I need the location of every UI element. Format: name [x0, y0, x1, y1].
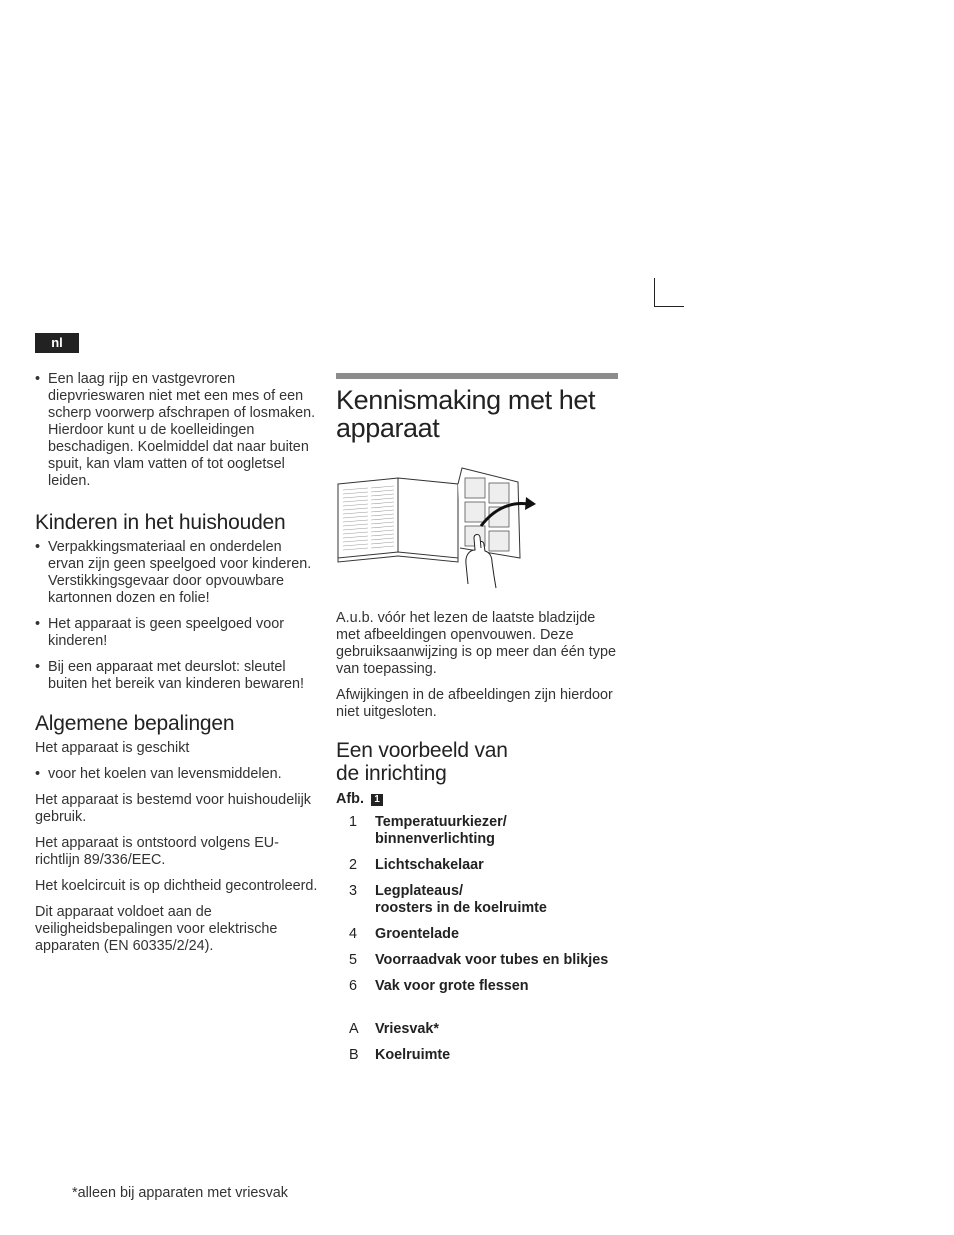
paragraph: Het koelcircuit is op dichtheid gecontroleerd. — [35, 878, 318, 894]
foldout-illustration — [336, 456, 546, 591]
list-item — [35, 616, 320, 650]
part-label: Legplateaus/ roosters in de koelruimte — [375, 883, 547, 916]
heading-voorbeeld: Een voorbeeld van de inrichting — [336, 739, 508, 785]
middle-column — [336, 373, 618, 1073]
paragraph: Het apparaat is bestemd voor huishoudelijk gebruik. — [35, 792, 311, 825]
footnote: *alleen bij apparaten met vriesvak — [72, 1185, 288, 1201]
zone-label: Vriesvak* — [375, 1021, 440, 1037]
figure-label: Afb. — [336, 791, 364, 807]
spacer — [336, 1004, 618, 1021]
part-item — [336, 857, 618, 874]
paragraph: Het apparaat is geschikt — [35, 740, 190, 756]
zones-list — [336, 1021, 618, 1064]
part-label: Groentelade — [375, 926, 459, 942]
language-tag: nl — [35, 333, 79, 353]
zone-key: B — [349, 1047, 359, 1063]
bullet: • — [35, 371, 41, 387]
list-item-text: Het apparaat is geen speelgoed voor kinderen! — [48, 616, 285, 649]
list-item-text: Een laag rijp en vastgevroren diepvrieswaren niet met een mes of een scherp voorwerp afschrapen of losmaken. Hierdoor kunt u de koelleidingen beschadigen. Koelmiddel dat naar buiten spuit, kan vlam vatten of tot oogletsel leiden. — [48, 371, 316, 489]
bullet: • — [35, 659, 41, 675]
part-key: 3 — [349, 883, 358, 899]
list-item-text: Bij een apparaat met deurslot: sleutel buiten het bereik van kinderen bewaren! — [48, 659, 305, 692]
zone-item — [336, 1047, 618, 1064]
part-label: Lichtschakelaar — [375, 857, 484, 873]
left-column — [35, 371, 320, 964]
bullet: • — [35, 539, 41, 555]
list-item-text: voor het koelen van levensmiddelen. — [48, 766, 282, 782]
part-label: Temperatuurkiezer/ binnenverlichting — [375, 814, 507, 847]
zone-key: A — [349, 1021, 359, 1037]
section-title: Kennismaking met het apparaat — [336, 385, 596, 443]
crop-mark — [654, 278, 684, 307]
part-label: Vak voor grote flessen — [375, 978, 529, 994]
kinderen-bullet-list — [35, 539, 320, 693]
paragraph: Afwijkingen in de afbeeldingen zijn hierdoor niet uitgesloten. — [336, 687, 613, 720]
part-item — [336, 814, 618, 848]
bullet: • — [35, 766, 41, 782]
part-item — [336, 883, 618, 917]
part-item — [336, 952, 618, 969]
paragraph: Het apparaat is ontstoord volgens EU-richtlijn 89/336/EEC. — [35, 835, 279, 868]
part-key: 4 — [349, 926, 358, 942]
part-item — [336, 978, 618, 995]
parts-list — [336, 814, 618, 995]
heading-algemeen: Algemene bepalingen — [35, 712, 235, 735]
list-item-text: Verpakkingsmateriaal en onderdelen ervan zijn geen speelgoed voor kinderen. Verstikkingsgevaar door opvouwbare kartonnen dozen en folie! — [48, 539, 312, 606]
paragraph: Dit apparaat voldoet aan de veiligheidsbepalingen voor elektrische apparaten (EN 60335/2/24). — [35, 904, 278, 954]
zone-label: Koelruimte — [375, 1047, 451, 1063]
part-item — [336, 926, 618, 943]
part-key: 2 — [349, 857, 358, 873]
part-label: Voorraadvak voor tubes en blikjes — [375, 952, 609, 968]
figure-number-badge: 1 — [371, 794, 383, 806]
paragraph: A.u.b. vóór het lezen de laatste bladzijde met afbeeldingen openvouwen. Deze gebruiksaanwijzing is op meer dan één type van toepassing. — [336, 610, 616, 677]
intro-bullet-list — [35, 371, 320, 490]
section-rule — [336, 373, 618, 379]
list-item — [35, 659, 320, 693]
part-key: 1 — [349, 814, 358, 830]
list-item — [35, 766, 320, 783]
figure-reference — [336, 791, 618, 808]
bullet: • — [35, 616, 41, 632]
heading-kinderen: Kinderen in het huishouden — [35, 511, 286, 534]
part-key: 6 — [349, 978, 358, 994]
list-item — [35, 371, 320, 490]
zone-item — [336, 1021, 618, 1038]
list-item — [35, 539, 320, 607]
part-key: 5 — [349, 952, 358, 968]
algemeen-bullet-list — [35, 766, 320, 783]
